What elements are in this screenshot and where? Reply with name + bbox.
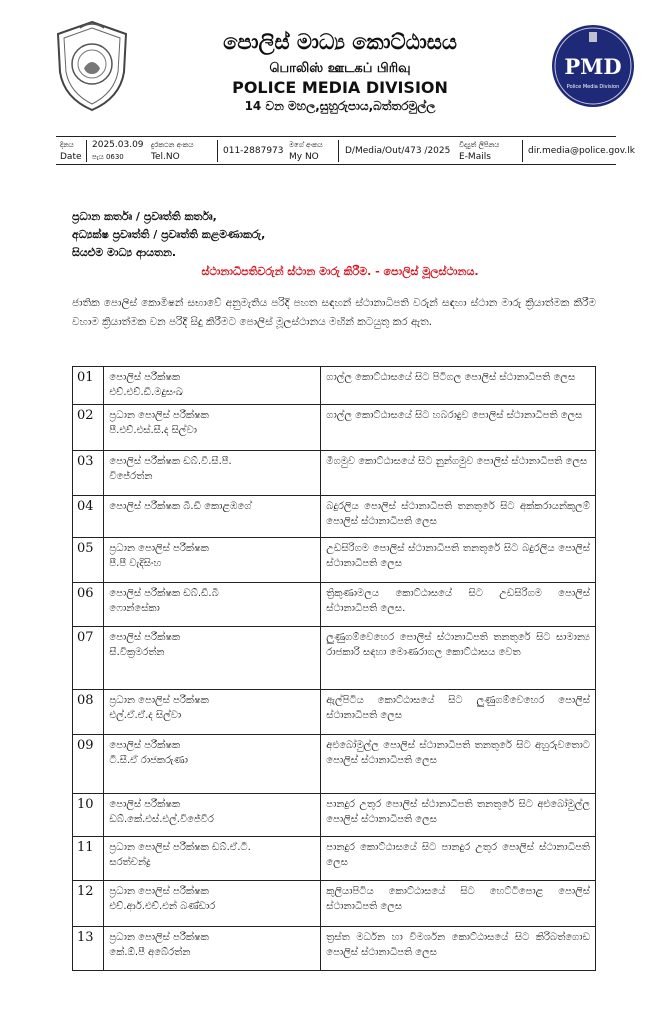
row-number: 01 — [73, 367, 104, 405]
table-row — [73, 690, 596, 735]
row-number: 08 — [73, 690, 104, 735]
transfer-detail: බදුරලිය පොලිස් ස්ථානාධිපති තනතුරේ සිට අක්කරායන්කුලම් පොලිස් ස්ථානාධිපති ලෙස — [321, 496, 596, 538]
table-row — [73, 451, 596, 496]
officer-cell — [104, 583, 321, 627]
officer-cell — [104, 927, 321, 971]
my-no-value: D/Media/Out/473 /2025 — [345, 146, 451, 156]
email-value: dir.media@police.gov.lk — [528, 146, 635, 156]
officer-cell — [104, 735, 321, 794]
officer-rank: පොලිස් පරීක්ෂක ඩබ්.ඩී.බී — [109, 588, 219, 599]
table-row — [73, 794, 596, 837]
row-number: 12 — [73, 881, 104, 927]
transfer-detail: ලුණුගම්වෙහෙර පොලිස් ස්ථානාධිපති තනතුරේ සිට සාමාන්‍ය රාජකාරි සඳහා මොණරාගල කොට්ඨාසය වෙත — [321, 627, 596, 690]
table-row — [73, 927, 596, 971]
transfer-detail: ත්‍රස්ත මර්ධන හා විමර්ශන කොට්ඨාසයේ සිට කිරිබත්ගොඩ පොලිස් ස්ථානාධිපති ලෙස — [321, 927, 596, 971]
transfer-detail: ගාල්ල කොට්ඨාසයේ සිට හබරාදුව පොලිස් ස්ථානාධිපති ලෙස — [321, 405, 596, 451]
officer-cell — [104, 794, 321, 837]
officer-cell — [104, 690, 321, 735]
addressee-line-3: සියළුම මාධ්‍ය ආයතන. — [72, 246, 177, 259]
table-row — [73, 367, 596, 405]
officer-name: එච්.ආර්.එච්.එන් බණ්ඩාර — [109, 901, 216, 912]
table-row — [73, 837, 596, 881]
officer-name: ටී.සී.ඒ රාජකරුණා — [109, 755, 188, 766]
officer-rank: පොලිස් පරීක්ෂක — [109, 740, 181, 751]
officer-cell — [104, 538, 321, 583]
date-value: 2025.03.09 පැය 0630 — [92, 140, 144, 161]
transfer-detail: ඇල්පිටිය කොට්ඨාසයේ සිට ලුණුගම්වෙහෙර පොලිස් ස්ථානාධිපති ලෙස — [321, 690, 596, 735]
officer-rank: පොලිස් පරීක්ෂක — [109, 372, 181, 383]
addressee-line-2: අධ්‍යක්ෂ ප්‍රවෘත්ති / ප්‍රවෘත්ති කළමණාකරු, — [72, 228, 266, 241]
table-row — [73, 405, 596, 451]
divider — [522, 140, 523, 162]
officer-name: ඩබ්.කේ.එස්.එල්.විජේවීර — [109, 814, 214, 825]
officer-cell — [104, 367, 321, 405]
row-number: 07 — [73, 627, 104, 690]
officer-cell — [104, 451, 321, 496]
tel-value: 011-2887973 — [223, 146, 284, 156]
officer-cell — [104, 837, 321, 881]
transfer-detail: උඩසිරිගම පොලිස් ස්ථානාධිපති තනතුරේ සිට බදුරලිය පොලිස් ස්ථානාධිපති ලෙස — [321, 538, 596, 583]
pmd-logo-caption: Police Media Division — [566, 84, 620, 90]
info-row-bottom-border — [56, 164, 616, 165]
subject-heading: ස්ථානාධිපතිවරුන් ස්ථාන මාරු කිරීම. - පොලිස් මූලස්ථානය. — [201, 265, 479, 278]
header-title-english: POLICE MEDIA DIVISION — [232, 78, 448, 97]
transfer-table — [72, 366, 596, 971]
officer-name: සරත්චන්ද්‍ර — [109, 857, 151, 868]
table-row — [73, 735, 596, 794]
intro-paragraph: ජාතික පොලිස් කොමිෂන් සභාවේ අනුමැතිය පරිදි පහත සඳහන් ස්ථානාධිපති වරුන් සඳහා ස්ථාන මාරු ක්‍රියාත්මක කිරීම වහාම ක්‍රියාත්මක වන පරිදි සිදු කිරීමට පොලිස් මූලස්ථානය මඟින් කටයුතු කර ඇත. — [72, 297, 596, 328]
email-label: විද්‍යුත් ලිපිනය E-Mails — [459, 141, 500, 162]
tel-label: දුරකථන අංකය Tel.NO — [151, 141, 194, 162]
officer-rank: ප්‍රධාන පොලිස් පරීක්ෂක ඩබ්.ඒ.ටී. — [109, 842, 251, 853]
header-title-sinhala: පොලිස් මාධ්‍ය කොට්ඨාසය — [223, 30, 457, 54]
officer-cell — [104, 627, 321, 690]
pmd-logo — [551, 24, 635, 108]
pmd-logo-text: PMD — [564, 54, 622, 79]
officer-name: කේ.ඕ.පී අබේරත්න — [109, 947, 191, 958]
row-number: 02 — [73, 405, 104, 451]
officer-name: ෆොන්සේකා — [109, 603, 160, 614]
row-number: 09 — [73, 735, 104, 794]
transfer-detail: පානදුර කොට්ඨාසයේ සිට පානදුර උතුර පොලිස් ස්ථානාධිපති ලෙස — [321, 837, 596, 881]
officer-name: පී.එච්.එස්.සී.ද සිල්වා — [109, 425, 197, 436]
row-number: 04 — [73, 496, 104, 538]
officer-name: සී.වික්‍රමරත්න — [109, 647, 165, 658]
officer-rank: පොලිස් පරීක්ෂක ඩබ්.වී.සී.පී. — [109, 456, 232, 467]
transfer-detail: කුලියාපිටිය කොට්ඨාසයේ සිට හෙට්ටිපොළ පොලිස් ස්ථානාධිපති ලෙස — [321, 881, 596, 927]
header-address: 14 වන මහල,සුහුරුපාය,බත්තරමුල්ල — [244, 99, 436, 113]
officer-rank: ප්‍රධාන පොලිස් පරීක්ෂක — [109, 886, 209, 897]
transfer-detail: අළුබෝමුල්ල පොලිස් ස්ථානාධිපති තනතුරේ සිට අහුරුවතොට පොලිස් ස්ථානාධිපති ලෙස — [321, 735, 596, 794]
transfer-detail: පානදුර උතුර පොලිස් ස්ථානාධිපති තනතුරේ සිට අළුබෝමුල්ල පොලිස් ස්ථානාධිපති ලෙස — [321, 794, 596, 837]
header-title-tamil: பொலிஸ் ஊடகப் பிரிவு — [269, 61, 411, 76]
police-emblem-logo — [54, 20, 130, 112]
divider — [217, 140, 218, 162]
row-number: 10 — [73, 794, 104, 837]
transfer-detail: මීගමුව කොට්ඨාසයේ සිට නුන්ගමුව පොලිස් ස්ථානාධිපති ලෙස — [321, 451, 596, 496]
officer-name: එල්.ඒ.ඒ.ද සිල්වා — [109, 710, 182, 721]
divider — [338, 140, 339, 162]
officer-rank: පොලිස් පරීක්ෂක — [109, 799, 181, 810]
officer-name: එච්.එච්.ඩී.මදුසංඛ — [109, 387, 183, 398]
my-no-label: මගේ අංකය My NO — [289, 141, 323, 162]
addressee-line-1: ප්‍රධාන කර්තෘ / ප්‍රවෘත්ති කර්තෘ, — [72, 210, 217, 223]
table-row — [73, 583, 596, 627]
date-label: දිනය Date — [60, 141, 82, 162]
officer-name: විජේරත්න — [109, 471, 153, 482]
row-number: 06 — [73, 583, 104, 627]
officer-name: පී.පී වැදිසිංහ — [109, 558, 162, 569]
row-number: 03 — [73, 451, 104, 496]
officer-rank: පොලිස් පරීක්ෂක බී.ඩී කොළඹගේ — [109, 501, 252, 512]
table-row — [73, 627, 596, 690]
table-row — [73, 538, 596, 583]
table-row — [73, 881, 596, 927]
officer-cell — [104, 496, 321, 538]
officer-rank: ප්‍රධාන පොලිස් පරීක්ෂක — [109, 410, 209, 421]
officer-rank: ප්‍රධාන පොලිස් පරීක්ෂක — [109, 543, 209, 554]
row-number: 11 — [73, 837, 104, 881]
table-row — [73, 496, 596, 538]
officer-cell — [104, 881, 321, 927]
transfer-detail: ත්‍රිකුණාමලය කොට්ඨාසයේ සිට උඩසිරිගම පොලිස් ස්ථානාධිපති ලෙස. — [321, 583, 596, 627]
officer-rank: ප්‍රධාන පොලිස් පරීක්ෂක — [109, 932, 209, 943]
transfer-detail: ගාල්ල කොට්ඨාසයේ සිට පිටිගල පොලිස් ස්ථානාධිපති ලෙස — [321, 367, 596, 405]
divider — [86, 140, 87, 162]
row-number: 13 — [73, 927, 104, 971]
officer-cell — [104, 405, 321, 451]
officer-rank: ප්‍රධාන පොලිස් පරීක්ෂක — [109, 695, 209, 706]
row-number: 05 — [73, 538, 104, 583]
officer-rank: පොලිස් පරීක්ෂක — [109, 632, 181, 643]
